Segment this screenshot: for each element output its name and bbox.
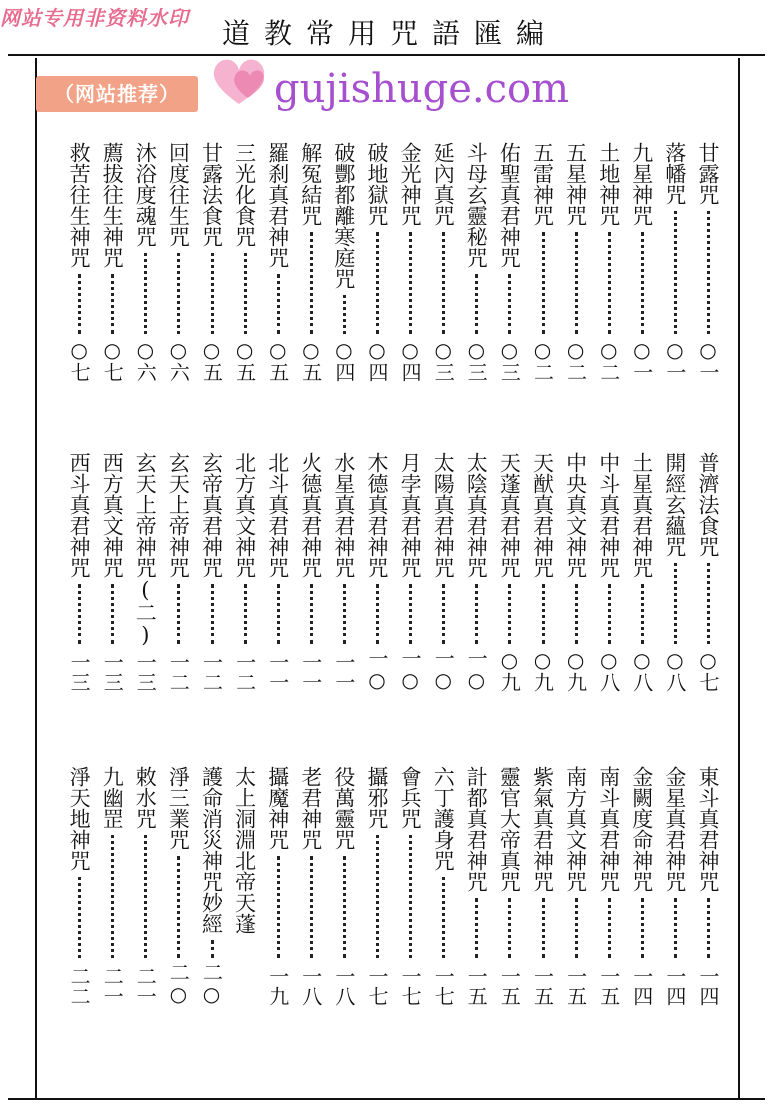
toc-entry	[230, 142, 260, 382]
toc-entry	[197, 766, 227, 1006]
toc-entry	[594, 452, 624, 692]
toc-entry	[528, 452, 558, 692]
toc-entry-page: 一九	[265, 966, 290, 1006]
toc-entry	[395, 766, 425, 1006]
dot-leader	[475, 584, 481, 644]
toc-entry-page: 二○	[199, 962, 224, 1006]
toc-entry	[163, 766, 193, 1006]
toc-entry	[197, 142, 227, 382]
dot-leader	[144, 835, 150, 958]
dot-leader	[376, 584, 382, 644]
toc-entry-page: ○六	[133, 338, 158, 382]
toc-entry-title: 延內真咒	[431, 142, 456, 226]
toc-entry	[64, 766, 94, 1006]
toc-entry	[461, 452, 491, 692]
toc-entry-page: ○八	[596, 648, 621, 692]
toc-entry-page: 一三	[133, 652, 158, 692]
dot-leader	[641, 898, 647, 958]
dot-leader	[641, 232, 647, 334]
toc-entry-title: 金星真君神咒	[662, 766, 687, 892]
toc-entry	[693, 766, 723, 1006]
toc-entry-title: 靈官大帝真咒	[497, 766, 522, 892]
toc-entry-page: ○九	[497, 648, 522, 692]
toc-entry	[660, 452, 690, 692]
toc-entry-page: ○七	[696, 648, 720, 692]
toc-entry-title: 玄天上帝神咒(二)	[133, 452, 158, 647]
toc-entry-page: ○五	[298, 338, 323, 382]
dot-leader	[475, 274, 481, 334]
dot-leader	[343, 584, 349, 644]
dot-leader	[211, 584, 217, 644]
toc-entry-title: 南斗真君神咒	[596, 766, 621, 892]
toc-entry-page: 二二	[67, 966, 92, 1006]
dot-leader	[277, 584, 283, 644]
toc-entry	[627, 766, 657, 1006]
dot-leader	[376, 835, 382, 958]
toc-entry	[395, 452, 425, 692]
toc-entry-title: 土星真君神咒	[629, 452, 654, 578]
toc-entry-page: 一一	[331, 652, 356, 692]
dot-leader	[442, 584, 448, 644]
toc-entry	[97, 142, 127, 382]
toc-block-2	[0, 452, 773, 692]
toc-entry-page: 一四	[662, 966, 687, 1006]
toc-entry-page: 一八	[331, 966, 356, 1006]
toc-entry-title: 天猷真君神咒	[530, 452, 555, 578]
toc-entry	[362, 452, 392, 692]
toc-entry	[230, 766, 260, 1006]
toc-entry-page: 一四	[629, 966, 654, 1006]
toc-entry-title: 太上洞淵北帝天蓬	[232, 766, 257, 934]
dot-leader	[111, 274, 117, 334]
toc-entry	[64, 142, 94, 382]
toc-entry	[362, 142, 392, 382]
dot-leader	[542, 232, 548, 334]
toc-entry-title: 甘露咒	[696, 142, 720, 205]
toc-entry	[561, 766, 591, 1006]
toc-entry	[163, 142, 193, 382]
toc-entry-page: ○五	[232, 338, 257, 382]
toc-entry-page: 一二	[166, 652, 191, 692]
dot-leader	[177, 253, 183, 334]
toc-entry-title: 木德真君神咒	[365, 452, 389, 578]
toc-entry-page: ○四	[331, 338, 356, 382]
dot-leader	[277, 856, 283, 958]
toc-entry-page: ○七	[67, 338, 92, 382]
dot-leader	[575, 232, 581, 334]
toc-entry-page: 一二	[199, 652, 224, 692]
toc-entry	[329, 766, 359, 1006]
toc-entry-title: 敕水咒	[133, 766, 158, 829]
book-title: 道教常用咒語匯編	[221, 17, 558, 50]
toc-entry-page: ○三	[497, 338, 522, 382]
dot-leader	[211, 940, 217, 958]
dot-leader	[442, 877, 448, 958]
dot-leader	[674, 563, 680, 644]
toc-entry-title: 水星真君神咒	[331, 452, 356, 578]
dot-leader	[608, 584, 614, 644]
toc-entry-page: ○八	[629, 648, 654, 692]
toc-entry	[693, 142, 723, 382]
toc-entry	[97, 452, 127, 692]
toc-entry-page: 一八	[298, 966, 323, 1006]
toc-entry-page: 二○	[166, 962, 191, 1006]
toc-entry-page: ○五	[199, 338, 224, 382]
toc-entry	[594, 766, 624, 1006]
dot-leader	[608, 898, 614, 958]
toc-entry-title: 天蓬真君神咒	[497, 452, 522, 578]
toc-entry-title: 佑聖真君神咒	[497, 142, 522, 268]
toc-entry	[494, 142, 524, 382]
toc-entry-title: 太陽真君神咒	[431, 452, 456, 578]
toc-entry	[428, 452, 458, 692]
toc-entry-title: 回度往生咒	[166, 142, 191, 247]
toc-entry-title: 破地獄咒	[365, 142, 389, 226]
toc-entry-page: 一○	[398, 648, 423, 692]
toc-entry-page: ○九	[563, 648, 588, 692]
toc-entry-title: 破酆都離寒庭咒	[331, 142, 356, 289]
dot-leader	[310, 584, 316, 644]
dot-leader	[674, 211, 680, 334]
dot-leader	[277, 274, 283, 334]
dot-leader	[310, 232, 316, 334]
toc-entry	[130, 766, 160, 1006]
toc-entry	[230, 452, 260, 692]
toc-entry-title: 北方真文神咒	[232, 452, 257, 578]
toc-entry-page: ○三	[464, 338, 489, 382]
toc-entry	[197, 452, 227, 692]
toc-block-3	[0, 766, 773, 1006]
dot-leader	[177, 856, 183, 958]
toc-entry	[263, 766, 293, 1006]
dot-leader	[144, 253, 150, 334]
toc-entry	[494, 452, 524, 692]
dot-leader	[575, 584, 581, 644]
toc-entry-title: 五雷神咒	[530, 142, 555, 226]
toc-entry-page: 一五	[464, 966, 489, 1006]
toc-entry	[296, 452, 326, 692]
bottom-rule	[8, 1098, 765, 1100]
toc-entry-title: 落幡咒	[662, 142, 687, 205]
heart-icon	[208, 54, 270, 108]
toc-entry	[263, 452, 293, 692]
toc-entry	[528, 766, 558, 1006]
toc-entry	[130, 452, 160, 692]
toc-entry-page: ○二	[563, 338, 588, 382]
toc-entry	[130, 142, 160, 382]
dot-leader	[542, 898, 548, 958]
toc-entry-title: 土地神咒	[596, 142, 621, 226]
toc-entry	[329, 452, 359, 692]
toc-entry-page: ○五	[265, 338, 290, 382]
toc-entry-title: 老君神咒	[298, 766, 323, 850]
toc-entry	[329, 142, 359, 382]
toc-entry	[561, 142, 591, 382]
toc-entry-page: ○三	[431, 338, 456, 382]
toc-entry-title: 淨三業咒	[166, 766, 191, 850]
toc-entry-title: 沐浴度魂咒	[133, 142, 158, 247]
dot-leader	[177, 584, 183, 644]
dot-leader	[707, 898, 713, 958]
toc-entry-page: 一○	[431, 648, 456, 692]
toc-entry	[693, 452, 723, 692]
toc-entry-page: 一一	[265, 652, 290, 692]
toc-entry-title: 甘露法食咒	[199, 142, 224, 247]
dot-leader	[343, 856, 349, 958]
toc-entry-title: 九星神咒	[629, 142, 654, 226]
toc-entry-title: 解冤結咒	[298, 142, 323, 226]
dot-leader	[608, 232, 614, 334]
toc-entry-page: ○七	[100, 338, 125, 382]
dot-leader	[508, 584, 514, 644]
toc-entry-title: 薦拔往生神咒	[100, 142, 125, 268]
dot-leader	[508, 274, 514, 334]
toc-entry-title: 月孛真君神咒	[398, 452, 423, 578]
toc-entry-title: 九幽罡	[100, 766, 125, 829]
toc-entry-page: ○四	[398, 338, 423, 382]
toc-entry-title: 救苦往生神咒	[67, 142, 92, 268]
toc-entry	[627, 142, 657, 382]
dot-leader	[111, 584, 117, 644]
toc-entry-title: 北斗真君神咒	[265, 452, 290, 578]
dot-leader	[376, 232, 382, 334]
toc-entry-title: 玄帝真君神咒	[199, 452, 224, 578]
toc-entry-title: 中央真文神咒	[563, 452, 588, 578]
dot-leader	[707, 563, 713, 644]
toc-entry-page: 一三	[67, 652, 92, 692]
toc-entry-page: ○一	[629, 338, 654, 382]
toc-entry-title: 西斗真君神咒	[67, 452, 92, 578]
toc-entry	[494, 766, 524, 1006]
toc-entry-page: 一五	[530, 966, 555, 1006]
toc-entry	[64, 452, 94, 692]
toc-entry-title: 紫氣真君神咒	[530, 766, 555, 892]
dot-leader	[475, 898, 481, 958]
toc-entry-title: 羅刹真君神咒	[265, 142, 290, 268]
toc-entry	[461, 766, 491, 1006]
toc-entry-title: 開經玄蘊咒	[662, 452, 687, 557]
toc-entry-title: 淨天地神咒	[67, 766, 92, 871]
toc-entry-title: 普濟法食咒	[696, 452, 720, 557]
toc-entry-page: 一五	[596, 966, 621, 1006]
dot-leader	[78, 877, 84, 958]
toc-entry	[627, 452, 657, 692]
dot-leader	[211, 253, 217, 334]
toc-entry-page: 一五	[497, 966, 522, 1006]
toc-entry-title: 攝魔神咒	[265, 766, 290, 850]
site-recommend-tab[interactable]: （网站推荐）	[36, 76, 198, 112]
toc-entry-title: 六丁護身咒	[431, 766, 456, 871]
dot-leader	[707, 211, 713, 334]
toc-entry	[362, 766, 392, 1006]
dot-leader	[310, 856, 316, 958]
dot-leader	[343, 295, 349, 334]
toc-entry-title: 南方真文神咒	[563, 766, 588, 892]
toc-entry-page: ○一	[662, 338, 687, 382]
toc-entry-page: 一三	[100, 652, 125, 692]
toc-entry	[296, 142, 326, 382]
toc-entry	[163, 452, 193, 692]
toc-entry-title: 護命消災神咒妙經	[199, 766, 224, 934]
toc-entry-page: ○二	[530, 338, 555, 382]
dot-leader	[78, 584, 84, 644]
dot-leader	[409, 232, 415, 334]
toc-entry-page: ○一	[696, 338, 720, 382]
toc-entry	[528, 142, 558, 382]
toc-entry	[263, 142, 293, 382]
toc-entry-title: 金闕度命神咒	[629, 766, 654, 892]
top-rule	[8, 54, 765, 56]
toc-entry-page: 二一	[100, 966, 125, 1006]
toc-entry-title: 計都真君神咒	[464, 766, 489, 892]
toc-entry-page: ○九	[530, 648, 555, 692]
dot-leader	[409, 584, 415, 644]
dot-leader	[674, 898, 680, 958]
toc-entry	[594, 142, 624, 382]
toc-entry	[461, 142, 491, 382]
toc-entry-title: 東斗真君神咒	[696, 766, 720, 892]
toc-entry-page: ○六	[166, 338, 191, 382]
toc-entry-page: ○八	[662, 648, 687, 692]
dot-leader	[542, 584, 548, 644]
dot-leader	[244, 584, 250, 644]
watermark-text: 网站专用非资料水印	[0, 6, 189, 30]
toc-entry	[660, 766, 690, 1006]
toc-entry	[296, 766, 326, 1006]
toc-entry-page: 一七	[398, 966, 423, 1006]
toc-entry-page: 一○	[464, 648, 489, 692]
toc-entry-title: 西方真文神咒	[100, 452, 125, 578]
toc-entry-page: 二一	[133, 966, 158, 1006]
toc-entry	[428, 766, 458, 1006]
toc-entry-title: 金光神咒	[398, 142, 423, 226]
toc-entry-title: 三光化食咒	[232, 142, 257, 247]
toc-entry-page: 一一	[298, 652, 323, 692]
toc-entry-page: ○四	[365, 338, 389, 382]
dot-leader	[508, 898, 514, 958]
toc-entry-page: 一七	[431, 966, 456, 1006]
toc-entry-title: 會兵咒	[398, 766, 423, 829]
toc-entry-title: 斗母玄靈秘咒	[464, 142, 489, 268]
dot-leader	[442, 232, 448, 334]
toc-entry-title: 玄天上帝神咒	[166, 452, 191, 578]
toc-entry-title: 火德真君神咒	[298, 452, 323, 578]
toc-entry	[395, 142, 425, 382]
toc-entry-title: 攝邪咒	[365, 766, 389, 829]
toc-entry-title: 中斗真君神咒	[596, 452, 621, 578]
toc-entry-page: 一四	[696, 966, 720, 1006]
dot-leader	[575, 898, 581, 958]
toc-entry-page: 一二	[232, 652, 257, 692]
toc-entry-title: 役萬靈咒	[331, 766, 356, 850]
toc-entry	[660, 142, 690, 382]
toc-block-1	[0, 142, 773, 382]
dot-leader	[244, 253, 250, 334]
toc-entry-page: 一五	[563, 966, 588, 1006]
toc-entry-title: 五星神咒	[563, 142, 588, 226]
toc-entry-page: 一七	[365, 966, 389, 1006]
toc-entry	[428, 142, 458, 382]
toc-entry-title: 太陰真君神咒	[464, 452, 489, 578]
dot-leader	[111, 835, 117, 958]
site-logo[interactable]: gujishuge.com	[274, 66, 570, 112]
dot-leader	[409, 835, 415, 958]
dot-leader	[78, 274, 84, 334]
dot-leader	[641, 584, 647, 644]
toc-entry-page: 一○	[365, 648, 389, 692]
toc-entry	[97, 766, 127, 1006]
toc-entry	[561, 452, 591, 692]
toc-entry-page: ○二	[596, 338, 621, 382]
